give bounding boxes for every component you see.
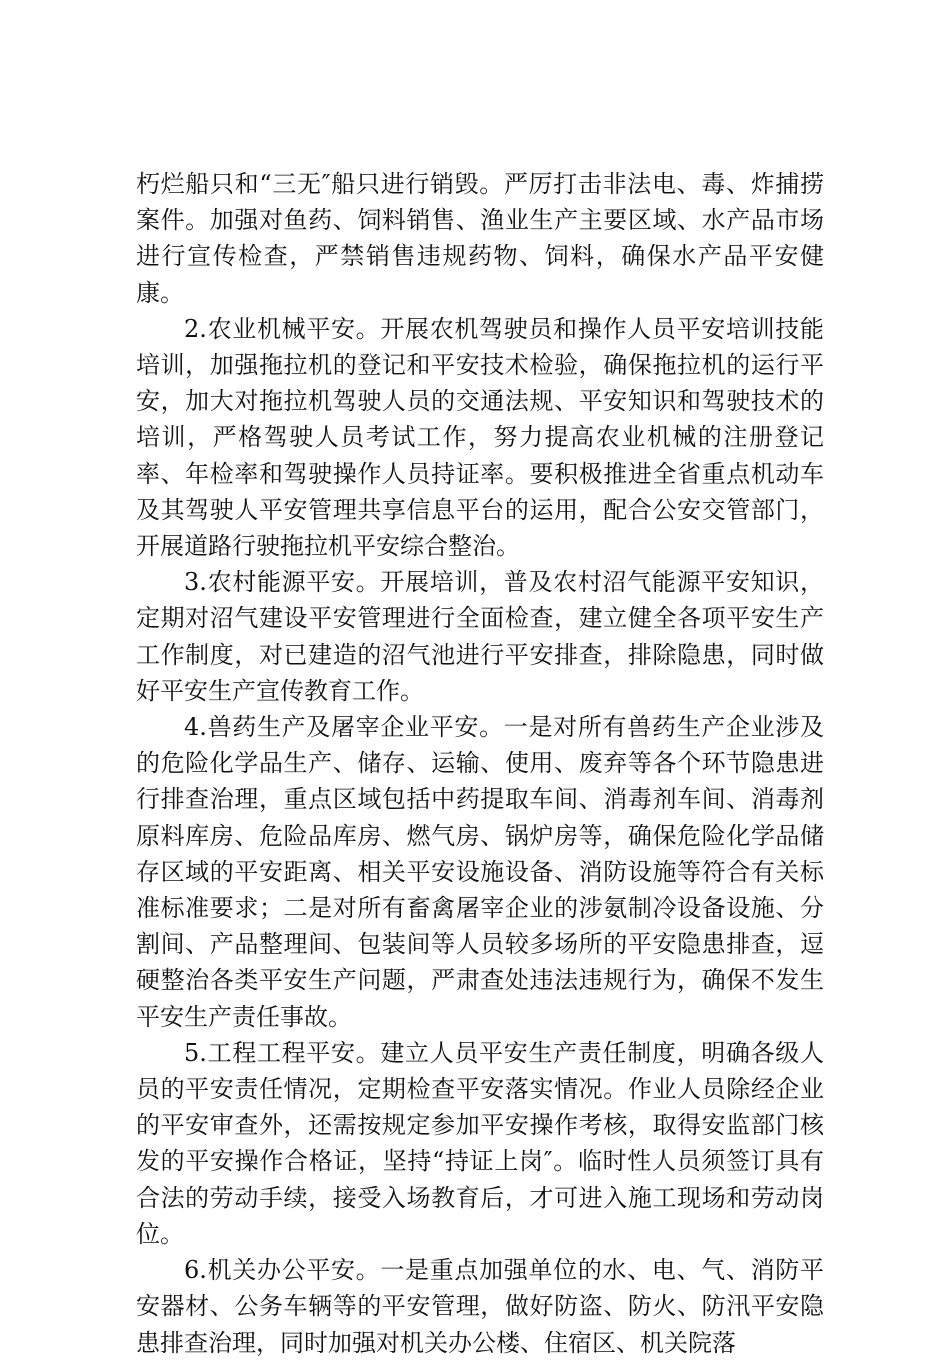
document-body [136, 166, 824, 1361]
paragraph-office-safety: 6.机关办公平安。一是重点加强单位的水、电、气、消防平安器材、公务车辆等的平安管理，做好防盗、防火、防汛平安隐患排查治理，同时加强对机关办公楼、住宿区、机关院落 [136, 1256, 824, 1357]
paragraph-continuation: 朽烂船只和“三无″船只进行销毁。严厉打击非法电、毒、炸捕捞案件。加强对鱼药、饲料销售、渔业生产主要区域、水产品市场进行宣传检查，严禁销售违规药物、饲料，确保水产品平安健康。 [136, 170, 824, 307]
paragraph-engineering-projects: 5.工程工程平安。建立人员平安生产责任制度，明确各级人员的平安责任情况，定期检查平安落实情况。作业人员除经企业的平安审查外，还需按规定参加平安操作考核，取得安监部门核发的平安操作合格证，坚持“持证上岗″。临时性人员须签订具有合法的劳动手续，接受入场教育后，才可进入施工现场和劳动岗位。 [136, 1038, 824, 1248]
paragraph-veterinary-slaughter: 4.兽药生产及屠宰企业平安。一是对所有兽药生产企业涉及的危险化学品生产、储存、运输、使用、废弃等各个环节隐患进行排查治理，重点区域包括中药提取车间、消毒剂车间、消毒剂原料库房、危险品库房、燃气房、锅炉房等，确保危险化学品储存区域的平安距离、相关平安设施设备、消防设施等符合有关标准标准要求；二是对所有畜禽屠宰企业的涉氨制冷设备设施、分割间、产品整理间、包装间等人员较多场所的平安隐患排查，逗硬整治各类平安生产问题，严肃查处违法违规行为，确保不发生平安生产责任事故。 [136, 713, 824, 1031]
paragraph-rural-energy: 3.农村能源平安。开展培训，普及农村沼气能源平安知识，定期对沼气建设平安管理进行全面检查，建立健全各项平安生产工作制度，对已建造的沼气池进行平安排查，排除隐患，同时做好平安生产宣传教育工作。 [136, 568, 824, 705]
paragraph-agricultural-machinery: 2.农业机械平安。开展农机驾驶员和操作人员平安培训技能培训，加强拖拉机的登记和平安技术检验，确保拖拉机的运行平安，加大对拖拉机驾驶人员的交通法规、平安知识和驾驶技术的培训，严格驾驶人员考试工作，努力提高农业机械的注册登记率、年检率和驾驶操作人员持证率。要积极推进全省重点机动车及其驾驶人平安管理共享信息平台的运用，配合公安交管部门，开展道路行驶拖拉机平安综合整治。 [136, 314, 824, 561]
